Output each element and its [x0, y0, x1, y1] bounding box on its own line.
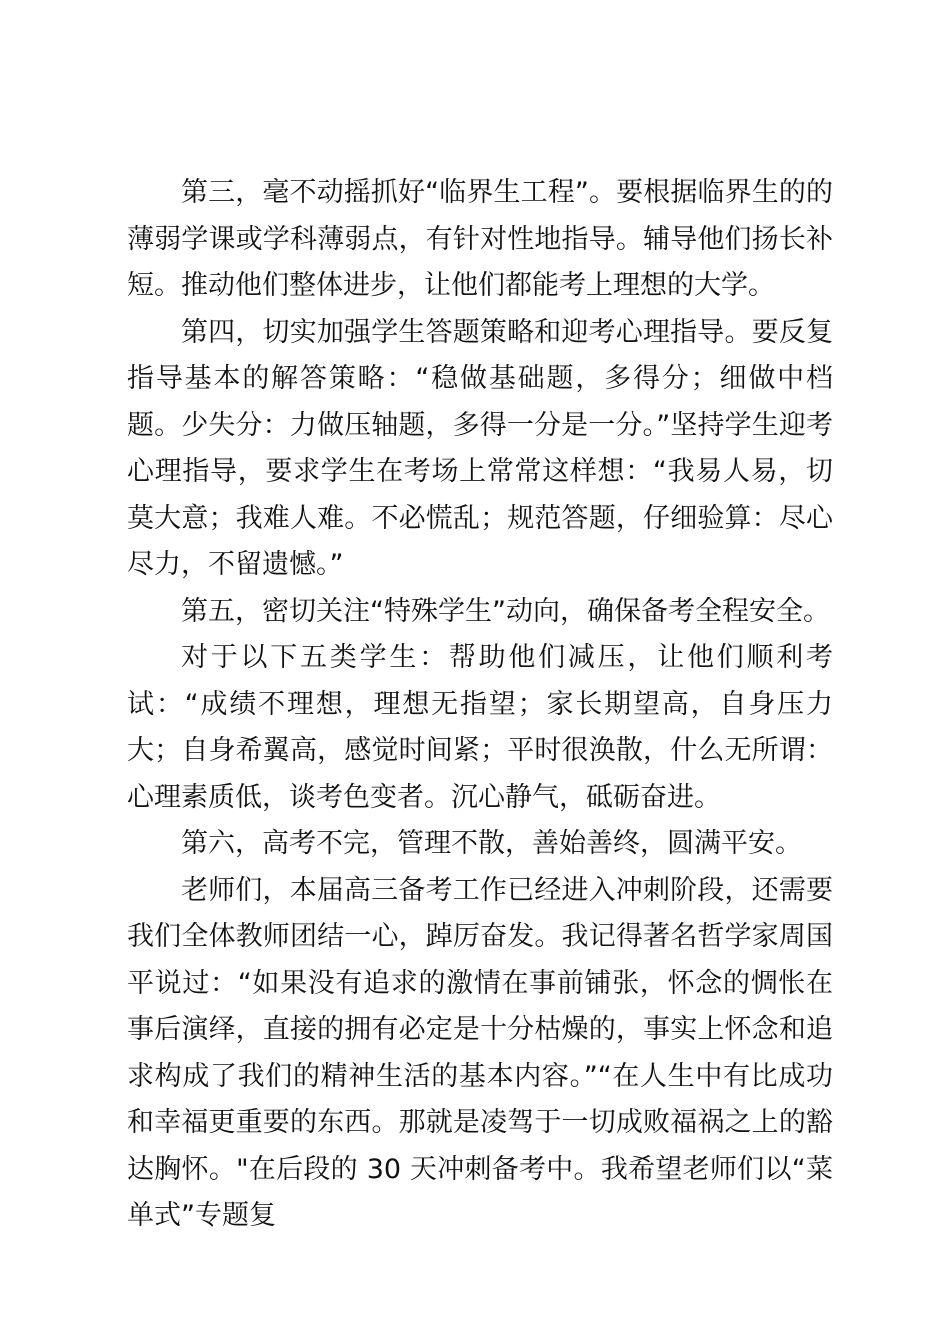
paragraph-teachers-address: 老师们，本届高三备考工作已经进入冲刺阶段，还需要我们全体教师团结一心，踔厉奋发。我记得著名哲学家周国平说过：“如果没有追求的激情在事前铺张，怀念的惆怅在事后演绎，直接的拥有必定是十分枯燥的，事实上怀念和追求构成了我们的精神生活的基本内容。”“在人生中有比成功和幸福更重要的东西。那就是凌驾于一切成败福祸之上的豁达胸怀。"在后段的 30 天冲刺备考中。我希望老师们以“菜单式”专题复 — [127, 874, 833, 1231]
document-body — [127, 170, 833, 1240]
paragraph-fifth-point: 第五，密切关注“特殊学生”动向，确保备考全程安全。 — [181, 595, 830, 627]
paragraph-third-point: 第三，毫不动摇抓好“临界生工程”。要根据临界生的的薄弱学课或学科薄弱点，有针对性地指导。辅导他们扬长补短。推动他们整体进步，让他们都能考上理想的大学。 — [127, 177, 833, 301]
paragraph-fourth-point: 第四，切实加强学生答题策略和迎考心理指导。要反复指导基本的解答策略：“稳做基础题，多得分；细做中档题。少失分：力做压轴题，多得一分是一分。”坚持学生迎考心理指导，要求学生在考场上常常这样想：“我易人易，切莫大意；我难人难。不必慌乱；规范答题，仔细验算：尽心尽力，不留遗憾。” — [127, 316, 833, 580]
paragraph-five-student-types: 对于以下五类学生：帮助他们减压，让他们顺利考试：“成绩不理想，理想无指望；家长期望高，自身压力大；自身希翼高，感觉时间紧；平时很涣散，什么无所谓：心理素质低，谈考色变者。沉心静气，砥砺奋进。 — [127, 642, 833, 813]
paragraph-sixth-point: 第六，高考不完，管理不散，善始善终，圆满平安。 — [181, 828, 802, 859]
